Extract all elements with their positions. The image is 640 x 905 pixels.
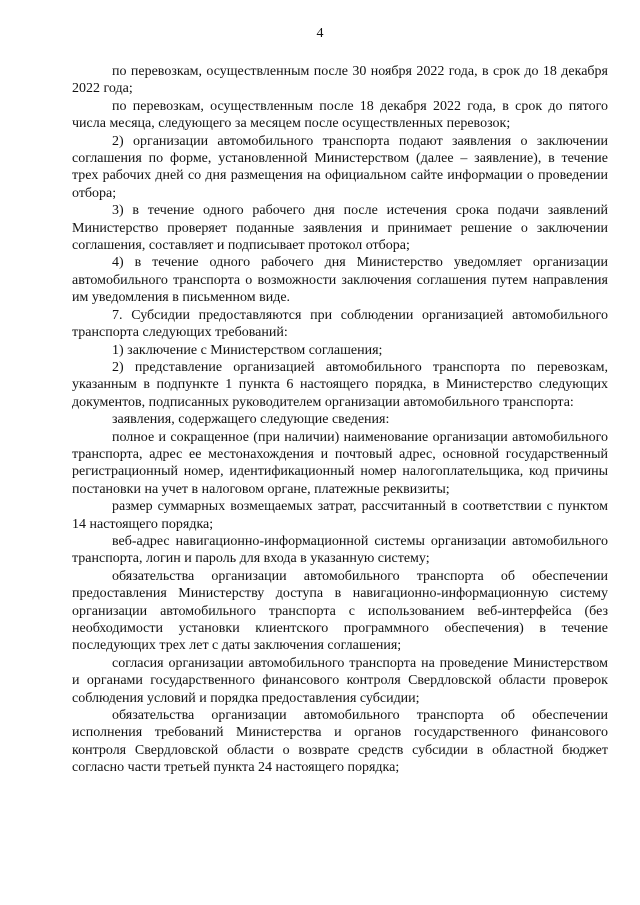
paragraph: по перевозкам, осуществленным после 18 декабря 2022 года, в срок до пятого числа месяца, следующего за месяцем после осуществленных перевозок;	[72, 98, 608, 132]
paragraph: 4) в течение одного рабочего дня Министерство уведомляет организации автомобильного транспорта о возможности заключения соглашения путем направления им уведомления в письменном виде.	[72, 255, 608, 306]
paragraph: обязательства организации автомобильного транспорта об обеспечении предоставления Министерству доступа в навигационно-информационную систему организации автомобильного транспорта с использованием веб-интерфейса (без необходимости установки клиентского программного обеспечения) в течение последующих трех лет с даты заключения соглашения;	[72, 568, 608, 654]
paragraph: по перевозкам, осуществленным после 30 ноября 2022 года, в срок до 18 декабря 2022 года;	[72, 64, 608, 97]
paragraph: согласия организации автомобильного транспорта на проведение Министерством и органами государственного финансового контроля Свердловской области проверок соблюдения условий и порядка предоставления субсидии;	[72, 655, 608, 706]
page-number: 4	[316, 26, 324, 41]
paragraph: полное и сокращенное (при наличии) наименование организации автомобильного транспорта, адрес ее местонахождения и почтовый адрес, основной государственный регистрационный номер, идентификационный номер налогоплательщика, код причины постановки на учет в налоговом органе, платежные реквизиты;	[72, 429, 608, 497]
paragraph: 7. Субсидии предоставляются при соблюдении организацией автомобильного транспорта следующих требований:	[72, 307, 608, 341]
paragraph: заявления, содержащего следующие сведения:	[112, 412, 390, 428]
paragraph: 2) организации автомобильного транспорта подают заявления о заключении соглашения по форме, установленной Министерством (далее – заявление), в течение трех рабочих дней со дня размещения на официальном сайте информации о проведении отбора;	[72, 133, 608, 201]
paragraph: 3) в течение одного рабочего дня после истечения срока подачи заявлений Министерство проверяет поданные заявления и принимает решение о заключении соглашения, составляет и подписывает протокол отбора;	[72, 203, 608, 254]
paragraph: размер суммарных возмещаемых затрат, рассчитанный в соответствии с пунктом 14 настоящего порядка;	[72, 499, 608, 532]
paragraph: обязательства организации автомобильного транспорта об обеспечении исполнения требований Министерства и органов государственного финансового контроля Свердловской области о возврате средств субсидии в областной бюджет согласно части третьей пункта 24 настоящего порядка;	[72, 708, 608, 776]
document-body	[72, 63, 608, 777]
paragraph: 1) заключение с Министерством соглашения;	[112, 342, 383, 358]
paragraph: 2) представление организацией автомобильного транспорта по перевозкам, указанным в подпункте 1 пункта 6 настоящего порядка, в Министерство следующих документов, подписанных руководителем организации автомобильного транспорта:	[72, 359, 608, 410]
paragraph: веб-адрес навигационно-информационной системы организации автомобильного транспорта, логин и пароль для входа в указанную систему;	[72, 533, 608, 567]
